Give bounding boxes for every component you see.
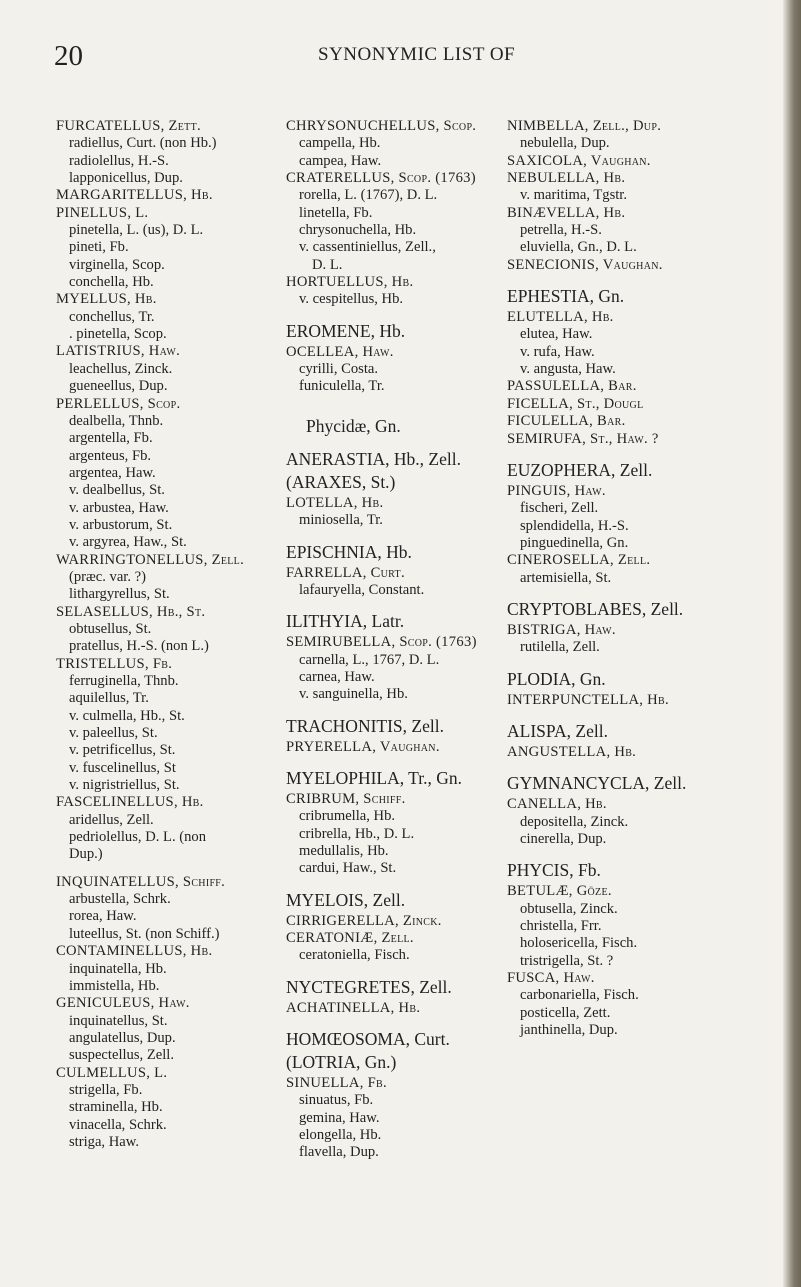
synonym-entry: immistella, Hb. [69, 977, 160, 994]
species-entry: ELUTELLA, Hb. [507, 309, 614, 326]
synonym-entry: holosericella, Fisch. [520, 935, 638, 952]
synonym-entry: funiculella, Tr. [299, 378, 385, 395]
species-entry: CULMELLUS, L. [56, 1064, 168, 1081]
species-entry: CERATONIÆ, Zell. [286, 929, 414, 946]
synonym-entry: straminella, Hb. [69, 1099, 163, 1116]
genus-heading: MYELOPHILA, Tr., Gn. [286, 767, 462, 788]
species-entry: SELASELLUS, Hb., St. [56, 603, 206, 620]
species-entry: ACHATINELLA, Hb. [286, 999, 421, 1016]
page-number: 20 [54, 40, 83, 72]
species-entry: SEMIRUFA, St., Haw. ? [507, 430, 659, 447]
species-entry: PRYERELLA, Vaughan. [286, 738, 440, 755]
synonym-entry: v. paleellus, St. [69, 725, 158, 742]
synonym-entry: virginella, Scop. [69, 256, 165, 273]
synonym-entry: depositella, Zinck. [520, 813, 629, 830]
species-entry: FICULELLA, Bar. [507, 413, 626, 430]
species-entry: PINELLUS, L. [56, 204, 149, 221]
species-entry: ANGUSTELLA, Hb. [507, 743, 637, 760]
synonym-entry: v. maritima, Tgstr. [520, 187, 628, 204]
synonym-entry: flavella, Dup. [299, 1144, 379, 1161]
synonym-entry: rorea, Haw. [69, 908, 137, 925]
synonym-entry: . pinetella, Scop. [69, 326, 167, 343]
synonym-entry: angulatellus, Dup. [69, 1029, 176, 1046]
species-entry: CRIBRUM, Schiff. [286, 790, 406, 807]
genus-heading: (ARAXES, St.) [286, 471, 396, 492]
synonym-entry: janthinella, Dup. [520, 1022, 618, 1039]
synonym-entry: campea, Haw. [299, 152, 382, 169]
synonym-entry: radiolellus, H.-S. [69, 152, 169, 169]
synonym-entry: v. cespitellus, Hb. [299, 291, 404, 308]
page-edge [783, 0, 801, 1287]
synonym-entry: carnea, Haw. [299, 668, 375, 685]
synonym-entry: conchella, Hb. [69, 274, 154, 291]
synonym-entry: v. dealbellus, St. [69, 482, 165, 499]
synonym-entry: arbustella, Schrk. [69, 891, 171, 908]
synonym-entry: splendidella, H.-S. [520, 517, 629, 534]
species-entry: BISTRIGA, Haw. [507, 621, 616, 638]
synonym-entry: obtusellus, St. [69, 620, 152, 637]
species-entry: FASCELINELLUS, Hb. [56, 794, 204, 811]
species-entry: BINÆVELLA, Hb. [507, 204, 626, 221]
species-entry: FURCATELLUS, Zett. [56, 118, 201, 134]
synonym-entry: aquilellus, Tr. [69, 690, 149, 707]
species-entry: SENECIONIS, Vaughan. [507, 256, 663, 273]
synonym-entry: linetella, Fb. [299, 204, 373, 221]
synonym-entry: posticella, Zett. [520, 1004, 611, 1021]
synonym-entry: nebulella, Dup. [520, 135, 610, 152]
genus-heading: MYELOIS, Zell. [286, 889, 406, 910]
genus-heading: EPHESTIA, Gn. [507, 286, 625, 307]
species-entry: OCELLEA, Haw. [286, 343, 394, 360]
synonym-entry: v. fuscelinellus, St [69, 759, 176, 776]
genus-heading: HOMŒOSOMA, Curt. [286, 1029, 450, 1049]
synonym-entry: cribrella, Hb., D. L. [299, 825, 415, 842]
genus-heading: CRYPTOBLABES, Zell. [507, 598, 684, 619]
species-entry: CHRYSONUCHELLUS, Scop. [286, 118, 477, 134]
synonym-entry: medullalis, Hb. [299, 842, 389, 859]
synonym-entry: v. nigristriellus, St. [69, 777, 180, 794]
species-entry: BETULÆ, Göze. [507, 883, 612, 900]
synonym-entry: pedriolellus, D. L. (non [69, 829, 206, 846]
genus-heading: ALISPA, Zell. [507, 720, 608, 741]
species-entry: MARGARITELLUS, Hb. [56, 187, 213, 204]
synonym-entry: argenteus, Fb. [69, 447, 152, 464]
synonym-entry: rorella, L. (1767), D. L. [299, 187, 438, 204]
genus-heading: NYCTEGRETES, Zell. [286, 976, 452, 997]
column-right [507, 118, 686, 1039]
species-entry: MYELLUS, Hb. [56, 291, 157, 308]
synonym-entry: pinetella, L. (us), D. L. [69, 222, 204, 239]
synonym-entry: carbonariella, Fisch. [520, 987, 639, 1004]
synonym-entry: striga, Haw. [69, 1133, 139, 1150]
species-entry: SINUELLA, Fb. [286, 1075, 387, 1091]
synonym-entry: pratellus, H.-S. (non L.) [69, 638, 209, 655]
species-entry: HORTUELLUS, Hb. [286, 274, 414, 291]
species-entry: GENICULEUS, Haw. [56, 995, 190, 1012]
synonym-entry: rutilella, Zell. [520, 639, 600, 656]
synonym-entry: pinguedinella, Gn. [520, 534, 629, 551]
synonym-entry: radiellus, Curt. (non Hb.) [69, 135, 217, 152]
synonym-entry: cinerella, Dup. [520, 830, 607, 847]
synonym-entry: fischeri, Zell. [520, 500, 599, 517]
species-entry: WARRINGTONELLUS, Zell. [56, 551, 245, 568]
running-head: SYNONYMIC LIST OF [318, 44, 516, 65]
synonym-entry: v. angusta, Haw. [520, 361, 616, 378]
synonym-entry: tristrigella, St. ? [520, 952, 614, 969]
synonym-entry: christella, Frr. [520, 918, 602, 934]
synonym-entry: argentella, Fb. [69, 430, 153, 447]
synonym-entry: inquinatella, Hb. [69, 960, 167, 977]
species-entry: PASSULELLA, Bar. [507, 378, 637, 395]
genus-heading: PLODIA, Gn. [507, 668, 606, 689]
synonym-entry: cardui, Haw., St. [299, 860, 397, 877]
genus-heading: GYMNANCYCLA, Zell. [507, 773, 687, 794]
synonym-entry: ceratoniella, Fisch. [299, 947, 410, 964]
synonym-entry: eluviella, Gn., D. L. [520, 239, 637, 256]
species-entry: FUSCA, Haw. [507, 970, 595, 987]
synonym-entry: (præc. var. ?) [69, 568, 146, 585]
species-entry: INTERPUNCTELLA, Hb. [507, 691, 669, 708]
species-entry: LATISTRIUS, Haw. [56, 343, 181, 360]
synonym-entry: conchellus, Tr. [69, 308, 155, 325]
synonym-entry: elongella, Hb. [299, 1127, 382, 1144]
synonym-entry: gemina, Haw. [299, 1109, 380, 1126]
species-entry: NIMBELLA, Zell., Dup. [507, 118, 662, 134]
genus-heading: PHYCIS, Fb. [507, 860, 601, 881]
genus-heading: (LOTRIA, Gn.) [286, 1052, 397, 1072]
genus-heading: ANERASTIA, Hb., Zell. [286, 448, 461, 469]
synonym-entry: v. arbustorum, St. [69, 516, 173, 533]
genus-heading: EROMENE, Hb. [286, 320, 406, 341]
column-left [56, 118, 244, 1151]
species-entry: CRATERELLUS, Scop. (1763) [286, 170, 476, 187]
column-middle [286, 118, 477, 1162]
synonym-entry: v. arbustea, Haw. [69, 499, 169, 516]
synonym-entry: v. argyrea, Haw., St. [69, 534, 187, 551]
synonym-entry: cribrumella, Hb. [299, 808, 396, 825]
synonym-entry: Dup.) [69, 846, 103, 863]
species-entry: SAXICOLA, Vaughan. [507, 152, 651, 169]
synonym-entry: lapponicellus, Dup. [69, 170, 183, 187]
synonym-entry: aridellus, Zell. [69, 811, 154, 828]
synonym-entry: cyrilli, Costa. [299, 361, 379, 378]
synonym-entry: petrella, H.-S. [520, 222, 602, 239]
genus-heading: TRACHONITIS, Zell. [286, 715, 444, 736]
synonym-entry: inquinatellus, St. [69, 1012, 168, 1029]
synonym-entry: lithargyrellus, St. [69, 586, 170, 603]
genus-heading: EPISCHNIA, Hb. [286, 541, 412, 562]
synonym-entry: sinuatus, Fb. [299, 1092, 374, 1109]
species-entry: CANELLA, Hb. [507, 796, 607, 813]
synonym-entry: v. sanguinella, Hb. [299, 686, 408, 703]
synonym-entry: campella, Hb. [299, 135, 381, 152]
species-entry: NEBULELLA, Hb. [507, 170, 626, 187]
family-heading: Phycidæ, Gn. [306, 415, 401, 436]
species-entry: FICELLA, St., Dougl [507, 395, 644, 412]
species-entry: CIRRIGERELLA, Zinck. [286, 912, 442, 929]
synonym-entry: dealbella, Thnb. [69, 412, 164, 429]
species-entry: PINGUIS, Haw. [507, 482, 606, 499]
species-entry: SEMIRUBELLA, Scop. (1763) [286, 634, 477, 651]
synonym-entry: obtusella, Zinck. [520, 900, 618, 917]
species-entry: PERLELLUS, Scop. [56, 395, 181, 412]
genus-heading: EUZOPHERA, Zell. [507, 459, 653, 480]
synonym-entry: v. culmella, Hb., St. [69, 707, 185, 724]
synonym-entry: gueneellus, Dup. [69, 378, 168, 395]
species-entry: FARRELLA, Curt. [286, 564, 405, 581]
synonym-entry: leachellus, Zinck. [69, 360, 173, 377]
synonym-entry: v. petrificellus, St. [69, 742, 176, 759]
species-entry: CINEROSELLA, Zell. [507, 552, 651, 569]
synonym-entry: elutea, Haw. [520, 326, 593, 343]
species-entry: CONTAMINELLUS, Hb. [56, 943, 213, 960]
synonym-entry: luteellus, St. (non Schiff.) [69, 925, 220, 942]
synonym-entry: ferruginella, Thnb. [69, 673, 179, 689]
genus-heading: ILITHYIA, Latr. [286, 611, 405, 632]
species-entry: TRISTELLUS, Fb. [56, 655, 173, 672]
synonym-entry: v. cassentiniellus, Zell., [299, 239, 436, 256]
synonym-entry: carnella, L., 1767, D. L. [299, 651, 440, 668]
species-entry: LOTELLA, Hb. [286, 494, 384, 511]
synonym-entry: strigella, Fb. [69, 1081, 143, 1098]
synonym-entry: v. rufa, Haw. [520, 343, 595, 360]
synonym-entry: suspectellus, Zell. [69, 1047, 174, 1064]
synonym-entry: lafauryella, Constant. [299, 581, 425, 598]
synonym-entry: vinacella, Schrk. [69, 1116, 167, 1133]
synonym-entry: argentea, Haw. [69, 464, 156, 481]
synonym-entry: chrysonuchella, Hb. [299, 222, 417, 239]
synonym-entry: D. L. [312, 256, 343, 273]
synonym-entry: artemisiella, St. [520, 569, 612, 586]
synonym-entry: miniosella, Tr. [299, 512, 383, 529]
species-entry: INQUINATELLUS, Schiff. [56, 873, 226, 890]
synonym-entry: pineti, Fb. [69, 239, 129, 256]
